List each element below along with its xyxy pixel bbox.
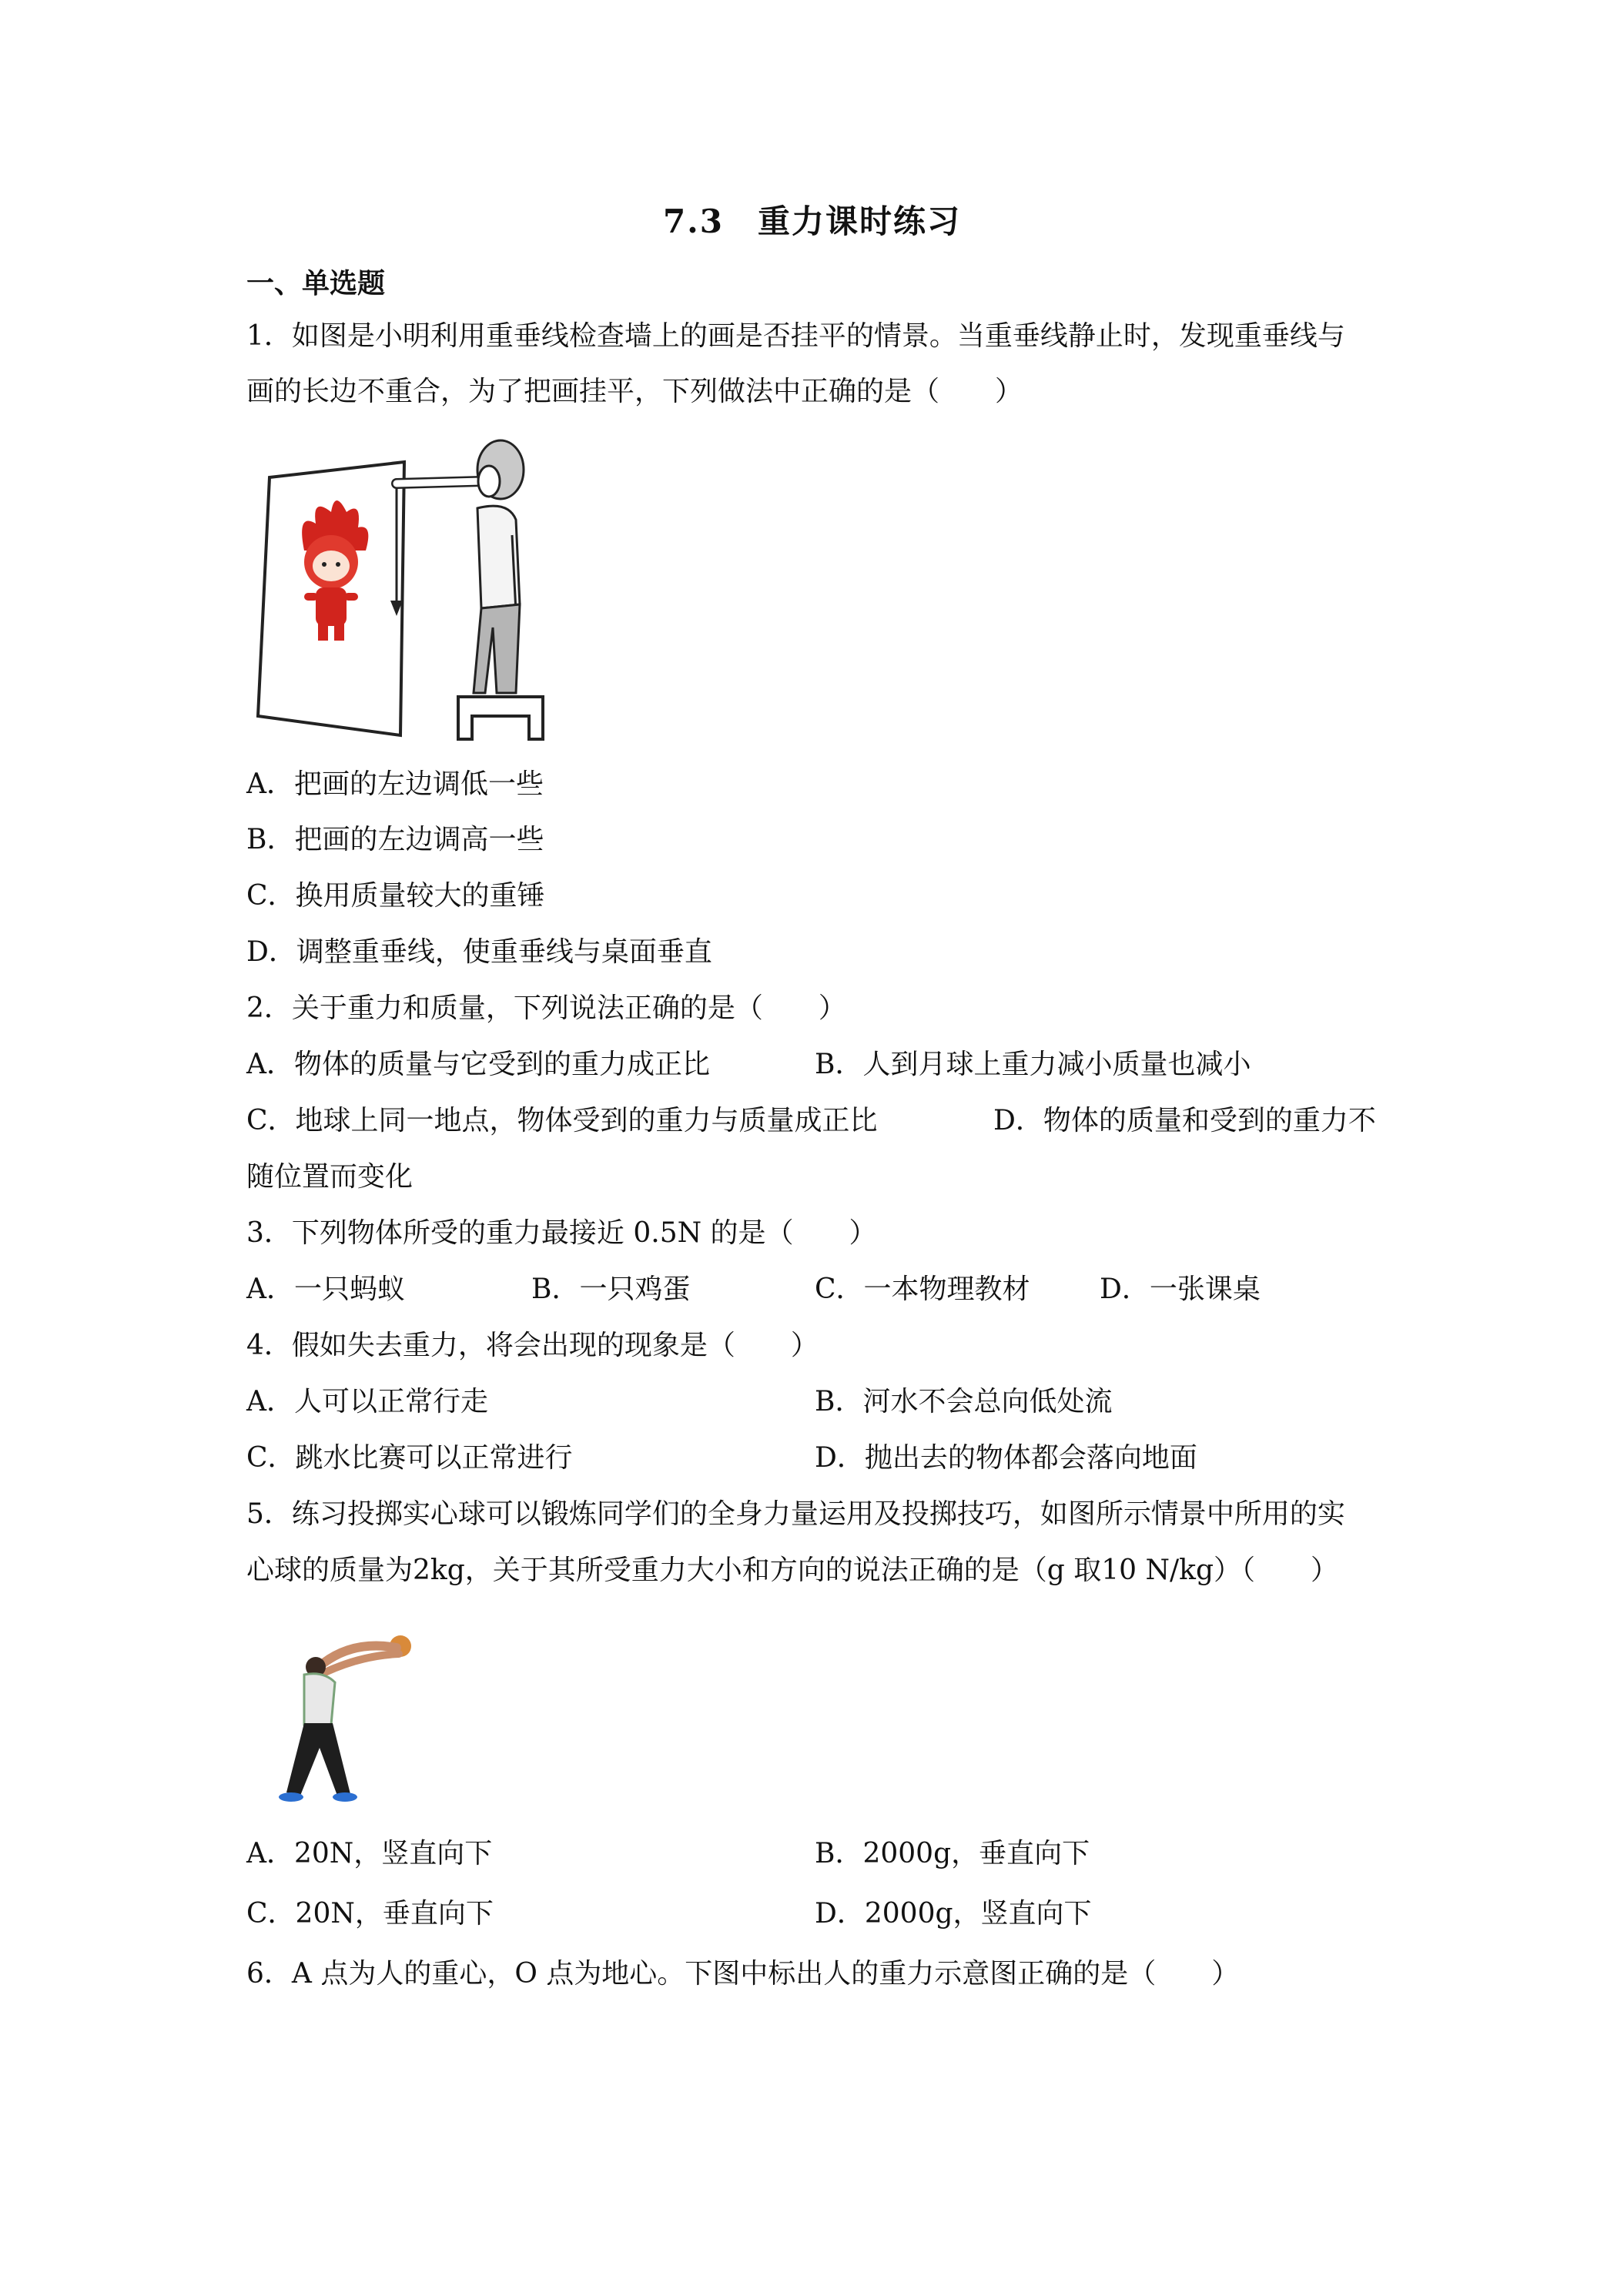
q1-option-c: C．换用质量较大的重锤	[246, 880, 545, 912]
q3-option-c: C．一本物理教材	[815, 1274, 1030, 1305]
page-title: 7.3 重力课时练习	[662, 202, 962, 240]
q6-stem: 6．A 点为人的重心，O 点为地心。下图中标出人的重力示意图正确的是（ ）	[246, 1958, 1240, 1990]
q3-option-b: B．一只鸡蛋	[531, 1274, 691, 1305]
q5-stem-line2: 心球的质量为2kg，关于其所受重力大小和方向的说法正确的是（g 取10 N/kg）（ ）	[246, 1555, 1338, 1586]
q1-option-a: A．把画的左边调低一些	[246, 768, 544, 800]
q2-option-d-continued: 随位置而变化	[246, 1161, 414, 1193]
q4-option-a: A．人可以正常行走	[246, 1386, 488, 1417]
q5-option-a: A．20N，竖直向下	[246, 1838, 493, 1869]
q4-stem: 4．假如失去重力，将会出现的现象是（ ）	[246, 1330, 819, 1361]
q2-option-a: A．物体的质量与它受到的重力成正比	[246, 1049, 710, 1080]
q3-option-d: D．一张课桌	[1100, 1274, 1261, 1305]
q4-option-c: C．跳水比赛可以正常进行	[246, 1442, 573, 1474]
q4-option-d: D．抛出去的物体都会落向地面	[815, 1442, 1197, 1474]
q5-option-c: C．20N，垂直向下	[246, 1898, 494, 1930]
q1-option-b: B．把画的左边调高一些	[246, 824, 544, 855]
q1-option-d: D．调整重垂线，使重垂线与桌面垂直	[246, 936, 712, 968]
q2-option-d: D．物体的质量和受到的重力不	[993, 1105, 1376, 1136]
q2-option-b: B．人到月球上重力减小质量也减小	[815, 1049, 1251, 1080]
section-heading: 一、单选题	[246, 267, 386, 300]
q2-stem: 2．关于重力和质量，下列说法正确的是（ ）	[246, 992, 846, 1024]
q2-option-c: C．地球上同一地点，物体受到的重力与质量成正比	[246, 1105, 878, 1136]
q5-stem-line1: 5．练习投掷实心球可以锻炼同学们的全身力量运用及投掷技巧，如图所示情景中所用的实	[246, 1498, 1345, 1530]
q1-stem-line2: 画的长边不重合，为了把画挂平，下列做法中正确的是（ ）	[246, 376, 1023, 407]
q5-option-d: D．2000g，竖直向下	[815, 1898, 1092, 1930]
q1-stem-line1: 1．如图是小明利用重垂线检查墙上的画是否挂平的情景。当重垂线静止时，发现重垂线与	[246, 320, 1345, 352]
q3-option-a: A．一只蚂蚁	[246, 1274, 405, 1305]
shot-put-thrower-figure	[262, 1632, 424, 1817]
q5-option-b: B．2000g，垂直向下	[815, 1838, 1090, 1869]
q4-option-b: B．河水不会总向低处流	[815, 1386, 1113, 1417]
plumb-line-figure	[250, 435, 558, 751]
q3-stem: 3．下列物体所受的重力最接近 0.5N 的是（ ）	[246, 1217, 877, 1249]
